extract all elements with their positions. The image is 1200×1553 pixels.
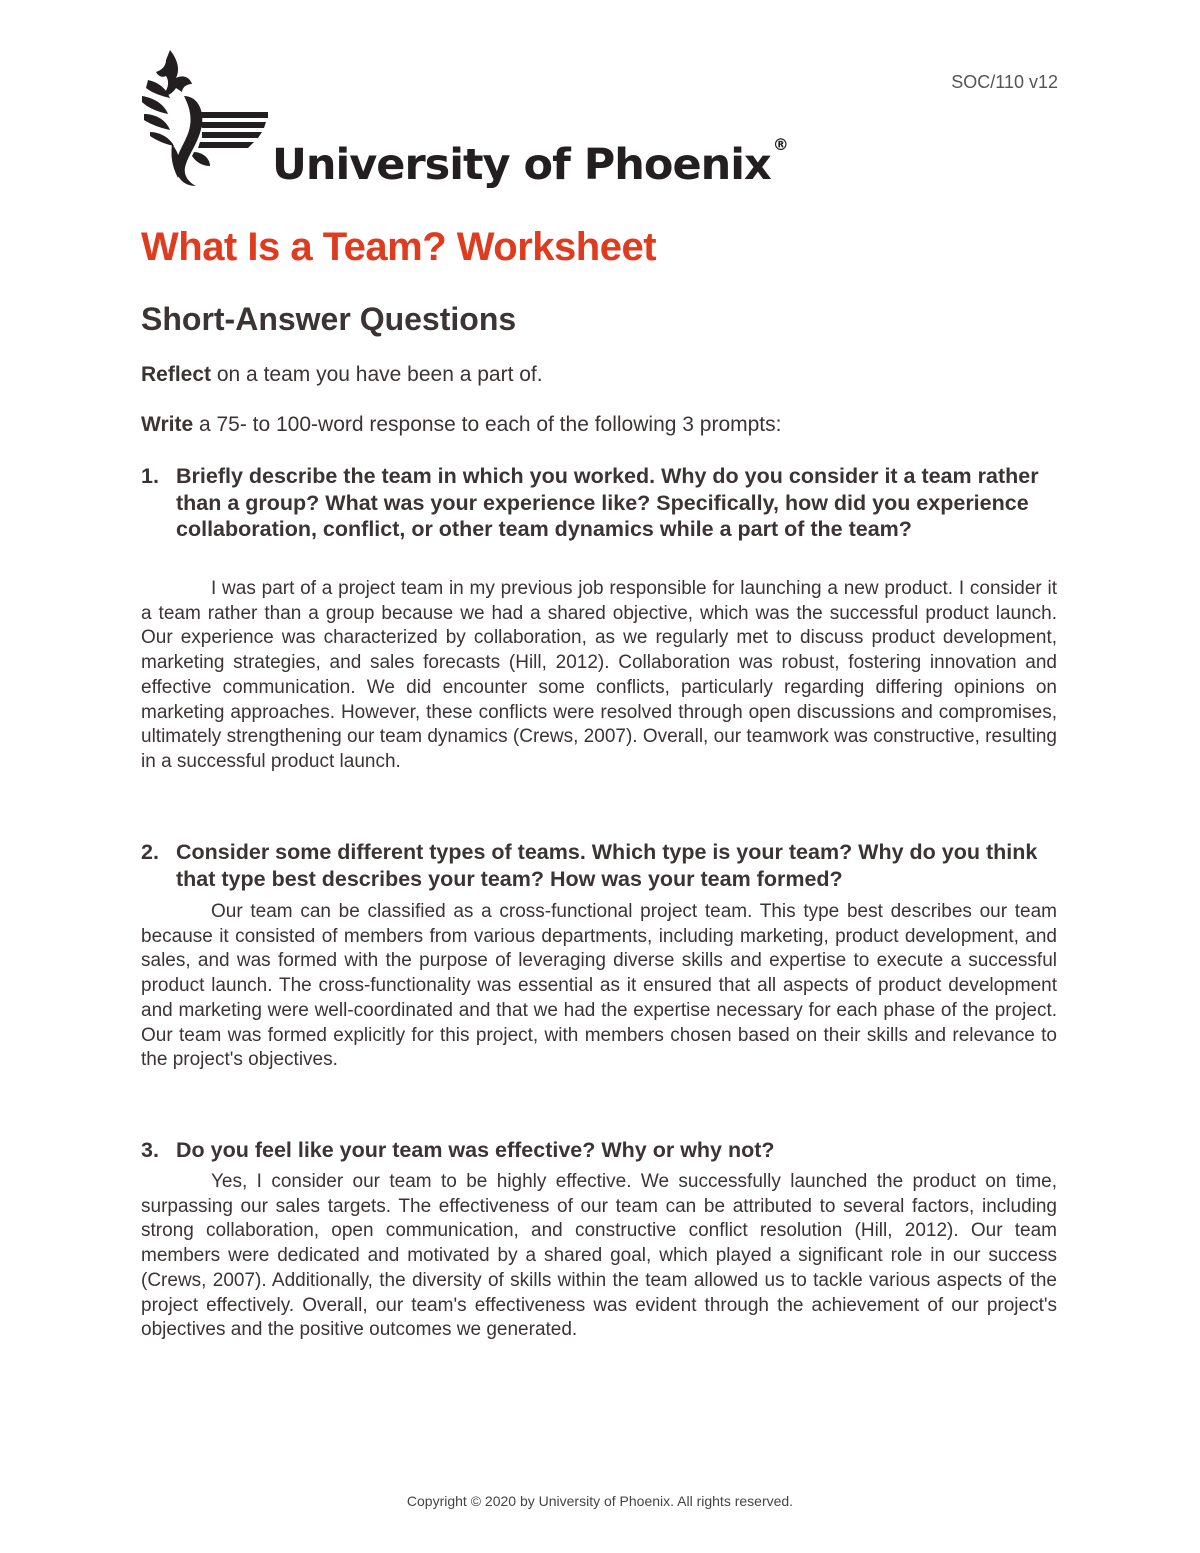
page-title: What Is a Team? Worksheet xyxy=(141,225,657,269)
question-number: 2. xyxy=(141,840,159,864)
instruction-text: a 75- to 100-word response to each of the following 3 prompts: xyxy=(193,413,782,436)
instruction-text: on a team you have been a part of. xyxy=(211,363,543,386)
question-number: 3. xyxy=(141,1138,159,1162)
instruction-verb: Write xyxy=(141,413,194,436)
question-2-answer: Our team can be classified as a cross-functional project team. This type best describes our team because it consisted of members from various departments, including marketing, product development, and sales, and was formed with the purpose of leveraging diverse skills and expertise to execute a successful product launch. The cross-functionality was essential as it ensured that all aspects of product development and marketing were well-coordinated and that we had the expertise necessary for each phase of the project. Our team was formed explicitly for this project, with members chosen based on their skills and relevance to the project's objectives. xyxy=(141,901,1057,1071)
question-text: Do you feel like your team was effective? Why or why not? xyxy=(176,1138,775,1162)
course-code: SOC/110 v12 xyxy=(951,72,1058,92)
instruction-write xyxy=(141,413,781,437)
question-number: 1. xyxy=(141,464,159,488)
question-text: Briefly describe the team in which you worked. Why do you consider it a team rather than a group? What was your experience like? Specifically, how did you experience collaboration, conflict, or other team dynamics while a part of the team? xyxy=(176,464,1039,541)
question-2-prompt xyxy=(141,839,1057,892)
instruction-reflect xyxy=(141,363,543,387)
phoenix-bird-icon xyxy=(140,48,270,188)
question-3-answer: Yes, I consider our team to be highly effective. We successfully launched the product on time, surpassing our sales targets. The effectiveness of our team can be attributed to several factors, including strong collaboration, open communication, and constructive conflict resolution (Hill, 2012). Our team members were dedicated and motivated by a shared goal, which played a significant role in our success (Crews, 2007). Additionally, the diversity of skills within the team allowed us to tackle various aspects of the project effectively. Overall, our team's effectiveness was evident through the achievement of our project's objectives and the positive outcomes we generated. xyxy=(141,1171,1057,1341)
instruction-verb: Reflect xyxy=(141,363,212,386)
logo-wordmark: University of Phoenix ® xyxy=(272,134,788,190)
question-text: Consider some different types of teams. Which type is your team? Why do you think that type best describes your team? How was your team formed? xyxy=(176,840,1038,891)
question-1-prompt xyxy=(141,463,1057,543)
question-1-answer: I was part of a project team in my previous job responsible for launching a new product. I consider it a team rather than a group because we had a shared objective, which was the successful product launch. Our experience was characterized by collaboration, as we regularly met to discuss product development, marketing strategies, and sales forecasts (Hill, 2012). Collaboration was robust, fostering innovation and effective communication. We did encounter some conflicts, particularly regarding differing opinions on marketing approaches. However, these conflicts were resolved through open discussions and compromises, ultimately strengthening our team dynamics (Crews, 2007). Overall, our teamwork was constructive, resulting in a successful product launch. xyxy=(141,578,1057,772)
registered-mark: ® xyxy=(772,134,788,154)
copyright-footer: Copyright © 2020 by University of Phoenix. All rights reserved. xyxy=(406,1493,794,1509)
section-heading: Short-Answer Questions xyxy=(141,301,517,337)
question-3-prompt xyxy=(141,1137,1057,1164)
university-logo xyxy=(140,48,788,190)
